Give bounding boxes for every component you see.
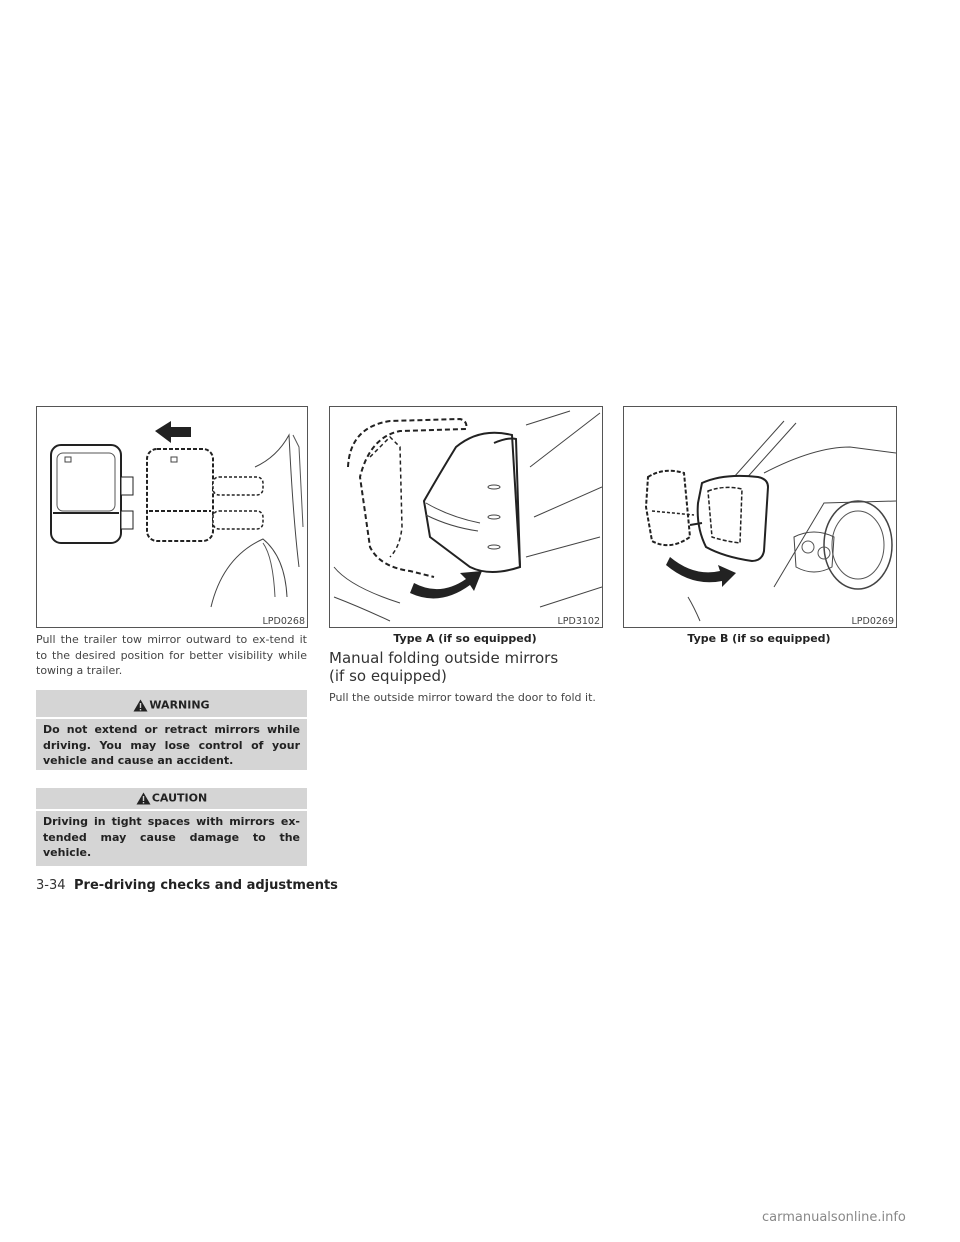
warning-text: Do not extend or retract mirrors while driving. You may lose control of your vehicle and cause an accident.	[43, 723, 300, 767]
type-b-mirror-illustration	[624, 407, 896, 627]
watermark: carmanualsonline.info	[762, 1210, 906, 1225]
figure-id: LPD3102	[557, 616, 600, 627]
caution-triangle-icon	[136, 792, 151, 805]
section-heading	[329, 650, 629, 685]
caution-title-row	[36, 791, 307, 805]
figure-type-a	[329, 406, 603, 628]
warning-divider	[36, 717, 307, 719]
page-number: 3-34	[36, 878, 66, 893]
section-heading-line1: Manual folding outside mirrors	[329, 649, 559, 667]
section-title: Pre-driving checks and adjustments	[74, 878, 338, 893]
warning-title-row	[36, 698, 307, 712]
caution-divider	[36, 809, 307, 811]
figure-caption: Type A (if so equipped)	[393, 632, 537, 645]
caution-text: Driving in tight spaces with mirrors ex-tended may cause damage to the vehicle.	[43, 815, 300, 859]
caution-box	[36, 788, 307, 866]
tow-mirror-paragraph: Pull the trailer tow mirror outward to ex-tend it to the desired position for better visibility while towing a trailer.	[36, 633, 307, 677]
folding-paragraph: Pull the outside mirror toward the door to fold it.	[329, 691, 596, 704]
warning-title: WARNING	[149, 698, 210, 712]
type-a-mirror-illustration	[330, 407, 602, 627]
rotate-arrow-icon	[410, 571, 482, 598]
caution-title: CAUTION	[151, 791, 208, 805]
figure-id: LPD0269	[851, 616, 894, 627]
arrow-left-icon	[155, 421, 191, 443]
rotate-arrow-icon	[666, 557, 736, 587]
figure-tow-mirror	[36, 406, 308, 628]
section-heading-line2: (if so equipped)	[329, 666, 447, 685]
figure-id: LPD0268	[262, 616, 305, 627]
tow-mirror-illustration	[37, 407, 307, 627]
figure-type-b	[623, 406, 897, 628]
warning-box	[36, 690, 307, 770]
warning-triangle-icon	[133, 699, 148, 712]
figure-caption: Type B (if so equipped)	[687, 632, 831, 645]
